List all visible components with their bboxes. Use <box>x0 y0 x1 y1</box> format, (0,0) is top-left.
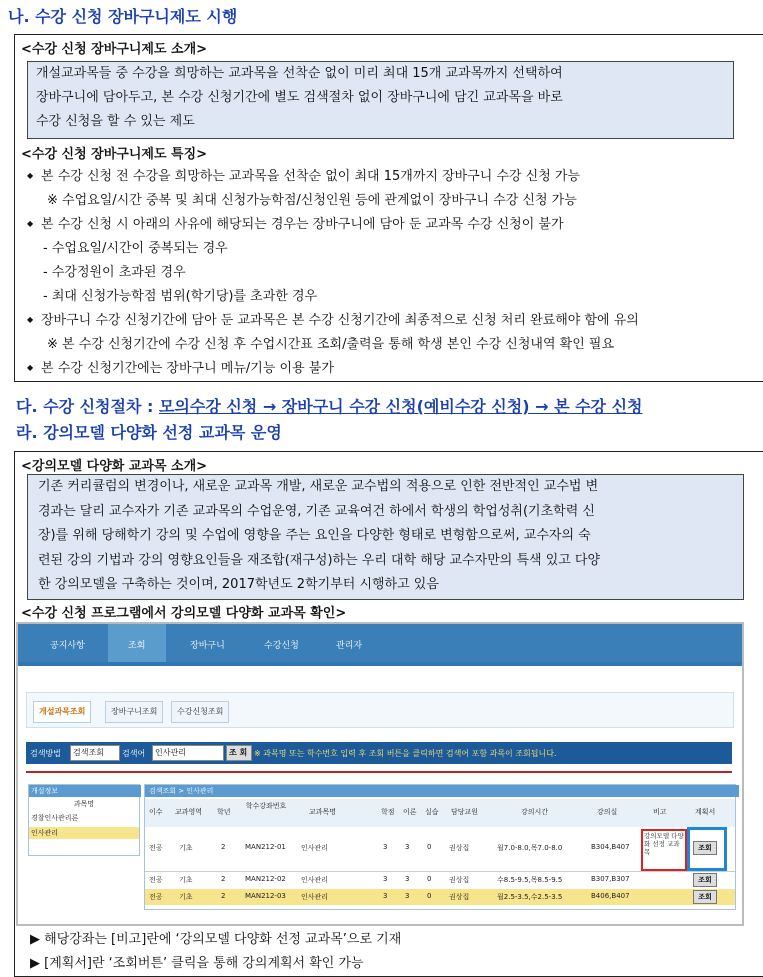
col-header: 학수강좌번호 <box>245 802 287 810</box>
nav-item-register[interactable]: 수강신청 <box>264 641 299 651</box>
feature-bullet: ◆ 장바구니 수강 신청기간에 담아 둔 교과목은 본 수강 신청기간에 최종적으로 신청 처리 완료해야 함에 유의 <box>41 309 639 328</box>
cell: 인사관리 <box>301 893 329 901</box>
view-plan-button[interactable]: 조회 <box>693 873 717 887</box>
feature-sub-item: - 최대 신청가능학점 범위(학기당)를 초과한 경우 <box>43 289 318 304</box>
cell: 기초 <box>179 893 193 901</box>
col-header: 계획서 <box>695 808 716 816</box>
cell: MAN212-01 <box>245 843 286 851</box>
cell: 2 <box>221 892 226 900</box>
nav-item-admin[interactable]: 관리자 <box>336 641 363 651</box>
cell: 권상집 <box>449 893 470 901</box>
cell: 월7.0-8.0,목7.0-8.0 <box>497 844 563 852</box>
col-header: 강의시간 <box>521 808 549 816</box>
cell: 권상집 <box>449 876 470 884</box>
cell: 3 <box>405 875 410 883</box>
note-remark: ▶ 해당강좌는 [비고]란에 ‘강의모델 다양화 선정 교과목’으로 기재 <box>30 932 402 947</box>
feature-sub-item: - 수강정원이 초과된 경우 <box>43 265 186 280</box>
feature-note: ※ 본 수강 신청기간에 수강 신청 후 수업시간표 조회/출력을 통해 학생 본인 수강 신청내역 확인 필요 <box>47 337 615 352</box>
left-panel-title: 개설정보 <box>29 785 141 797</box>
cell: 3 <box>405 843 410 851</box>
model-line: 련된 강의 기법과 강의 영향요인들을 재조합(재구성)하는 우리 대학 해당 교수자만의 특색 있고 다양 <box>38 552 601 568</box>
left-panel-item-selected[interactable]: 인사관리 <box>29 827 139 839</box>
search-input[interactable]: 인사관리 <box>152 745 224 761</box>
note-plan: ▶ [계획서]란 ‘조회버튼’ 클릭을 통해 강의계획서 확인 가능 <box>30 956 364 971</box>
shopping-cart-info-box <box>14 34 763 382</box>
col-header: 이수 <box>149 808 163 816</box>
cell: 3 <box>405 892 410 900</box>
section-da <box>16 394 643 417</box>
col-header: 교과목명 <box>309 808 337 816</box>
cell: MAN212-02 <box>245 875 286 883</box>
cell: 월2.5-3.5,수2.5-3.5 <box>497 893 563 901</box>
cell: 인사관리 <box>301 876 329 884</box>
intro-line: 개설교과목들 중 수강을 희망하는 교과목을 선착순 없이 미리 최대 15개 교과목까지 선택하여 <box>36 66 563 81</box>
cell: 3 <box>383 843 388 851</box>
col-header: 이론 <box>403 808 417 816</box>
registration-program-screenshot <box>16 622 744 926</box>
results-header-row <box>145 799 735 827</box>
cell: 수8.5-9.5,목8.5-9.5 <box>497 876 563 884</box>
search-method-select[interactable]: 검색조회 <box>70 745 120 761</box>
col-header: 강의실 <box>597 808 618 816</box>
view-plan-button[interactable]: 조회 <box>693 890 717 904</box>
tab-course-search[interactable]: 개설과목조회 <box>33 701 91 723</box>
col-header: 교과영역 <box>175 808 203 816</box>
section-da-prefix: 다. 수강 신청절차 : <box>16 397 159 416</box>
cell: 전공 <box>149 844 163 852</box>
tab-registration-search[interactable]: 수강신청조회 <box>171 701 229 723</box>
search-bar <box>26 742 732 764</box>
table-row-selected <box>145 889 735 905</box>
col-header: 실습 <box>425 808 439 816</box>
search-word-label: 검색어 <box>122 749 146 758</box>
nav-item-cart[interactable]: 장바구니 <box>190 641 225 651</box>
left-panel <box>28 784 140 856</box>
cell: B304,B407 <box>591 843 630 851</box>
remark-lecture-model: 강의모델 다양화 선정 교과목 <box>641 829 687 871</box>
cell: MAN212-03 <box>245 892 286 900</box>
col-header: 학년 <box>217 808 231 816</box>
feature-note: ※ 수업요일/시간 중복 및 최대 신청가능학점/신청인원 등에 관계없이 장바구니 수강 신청 가능 <box>47 193 577 208</box>
intro-description <box>27 61 734 139</box>
feature-bullet: ◆ 본 수강 신청기간에는 장바구니 메뉴/기능 이용 불가 <box>41 357 334 376</box>
intro-line: 장바구니에 담아두고, 본 수강 신청기간에 별도 검색절차 없이 장바구니에 담긴 교과목을 바로 <box>36 90 563 105</box>
section-na-title: 나. 수강 신청 장바구니제도 시행 <box>8 7 238 26</box>
cell: 0 <box>427 892 432 900</box>
tab-bar <box>26 692 734 728</box>
nav-item-search[interactable]: 조회 <box>128 641 146 651</box>
cell: 3 <box>383 892 388 900</box>
cell: 권상집 <box>449 844 470 852</box>
cell: 인사관리 <box>301 844 329 852</box>
model-line: 장)를 위해 당해학기 강의 및 수업에 영향을 주는 요인을 다양한 형태로 변형함으로써, 교수자의 숙 <box>38 528 591 543</box>
divider <box>26 771 732 773</box>
cell: B406,B407 <box>591 892 630 900</box>
model-line: 한 강의모델을 구축하는 것이며, 2017학년도 2학기부터 시행하고 있음 <box>38 577 439 592</box>
col-header: 학점 <box>381 808 395 816</box>
nav-item-notice[interactable]: 공지사항 <box>50 641 85 651</box>
cell: 전공 <box>149 893 163 901</box>
table-row <box>145 829 735 869</box>
col-header: 담당교원 <box>451 808 479 816</box>
results-panel-title: 검색조회 > 인사관리 <box>145 785 739 797</box>
model-line: 경과는 달리 교수자가 기존 교과목의 수업운영, 기존 교육여건 하에서 학생의 학업성취(기초학력 신 <box>38 503 595 519</box>
cell: 0 <box>427 875 432 883</box>
model-line: 기존 커리큘럼의 변경이나, 새로운 교과목 개발, 새로운 교수법의 적용으로 인한 전반적인 교수법 변 <box>38 479 599 494</box>
cell: 기초 <box>179 876 193 884</box>
intro-line: 수강 신청을 할 수 있는 제도 <box>36 114 195 129</box>
feature-bullet: ◆ 본 수강 신청 시 아래의 사유에 해당되는 경우는 장바구니에 담아 둔 교과목 수강 신청이 불가 <box>41 213 564 232</box>
results-panel <box>144 784 736 910</box>
feature-sub-item: - 수업요일/시간이 중복되는 경우 <box>43 241 228 256</box>
cell: 전공 <box>149 876 163 884</box>
table-row <box>145 871 735 888</box>
cell: 3 <box>383 875 388 883</box>
section-da-steps: 모의수강 신청 → 장바구니 수강 신청(예비수강 신청) → 본 수강 신청 <box>158 397 643 416</box>
col-header: 비고 <box>653 808 667 816</box>
cell: 0 <box>427 843 432 851</box>
intro-subtitle: <수강 신청 장바구니제도 소개> <box>21 42 208 57</box>
left-panel-header: 과목명 <box>73 800 95 808</box>
view-plan-button[interactable]: 조회 <box>693 841 717 855</box>
section-ra-title: 라. 강의모델 다양화 선정 교과목 운영 <box>16 423 282 442</box>
cell: 2 <box>221 875 226 883</box>
top-nav <box>18 624 742 666</box>
left-panel-item[interactable]: 경찰인사관리론 <box>31 814 79 822</box>
model-intro-description <box>27 474 744 600</box>
tab-cart-search[interactable]: 장바구니조회 <box>105 701 163 723</box>
feature-bullet: ◆ 본 수강 신청 전 수강을 희망하는 교과목을 선착순 없이 최대 15개까지 장바구니 수강 신청 가능 <box>41 165 580 184</box>
model-intro-subtitle: <강의모델 다양화 교과목 소개> <box>21 459 208 474</box>
search-hint: ※ 과목명 또는 학수번호 입력 후 조회 버튼을 클릭하면 검색어 포함 과목이 조회됩니다. <box>254 749 557 758</box>
search-button[interactable]: 조 회 <box>226 745 252 761</box>
check-subtitle: <수강 신청 프로그램에서 강의모델 다양화 교과목 확인> <box>21 606 347 621</box>
cell: 기초 <box>179 844 193 852</box>
search-method-label: 검색방법 <box>30 749 61 758</box>
cell: B307,B307 <box>591 875 630 883</box>
features-subtitle: <수강 신청 장바구니제도 특징> <box>21 147 208 162</box>
cell: 2 <box>221 843 226 851</box>
